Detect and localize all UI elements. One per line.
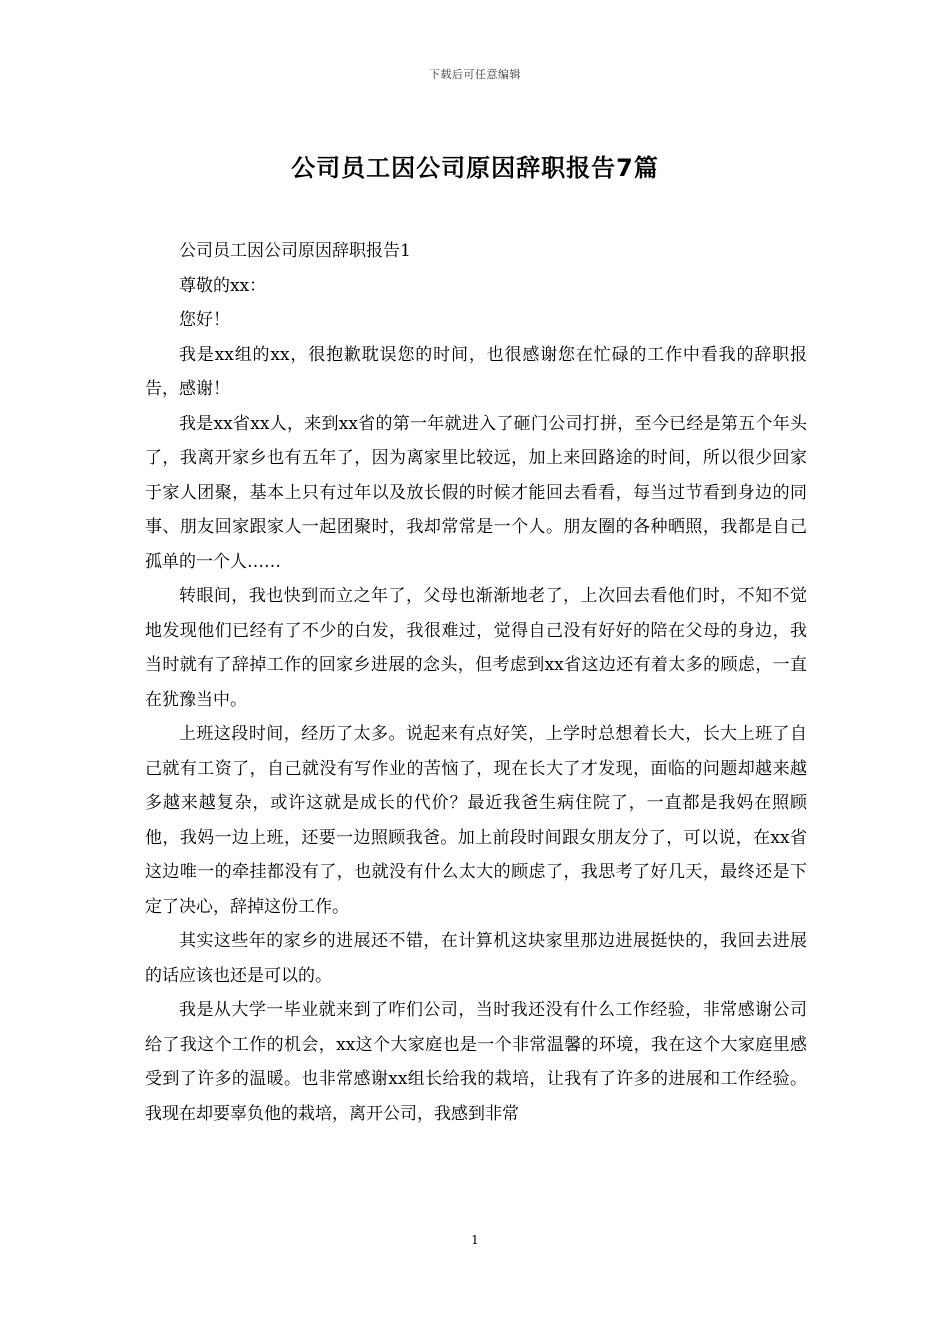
paragraph: 我是xx组的xx，很抱歉耽误您的时间，也很感谢您在忙碌的工作中看我的辞职报告，感谢！ [145,344,807,399]
header-note: 下载后可任意编辑 [429,68,521,81]
paragraph: 我是从大学一毕业就来到了咋们公司，当时我还没有什么工作经验，非常感谢公司给了我这个工作的机会，xx这个大家庭也是一个非常温馨的环境，我在这个大家庭里感受到了许多的温暖。也非常感谢xx组长给我的栽培，让我有了许多的进展和工作经验。我现在却要辜负他的栽培，离开公司，我感到非常 [145,1000,807,1124]
document-title: 公司员工因公司原因辞职报告7篇 [291,154,659,182]
page-number: 1 [471,1233,479,1247]
paragraph: 您好！ [179,310,230,330]
paragraph: 我是xx省xx人，来到xx省的第一年就进入了砸门公司打拼，至今已经是第五个年头了，我离开家乡也有五年了，因为离家里比较远，加上来回路途的时间，所以很少回家于家人团聚，基本上只有过年以及放长假的时候才能回去看看，每当过节看到身边的同事、朋友回家跟家人一起团聚时，我却常常是一个人。朋友圈的各种晒照，我都是自己孤单的一个人…… [145,413,807,572]
paragraph: 尊敬的xx： [179,275,267,296]
paragraph: 转眼间，我也快到而立之年了，父母也渐渐地老了，上次回去看他们时，不知不觉地发现他们已经有了不少的白发，我很难过，觉得自己没有好好的陪在父母的身边，我当时就有了辞掉工作的回家乡进展的念头，但考虑到xx省这边还有着太多的顾虑，一直在犹豫当中。 [145,586,807,710]
document-body [145,234,807,1131]
paragraph: 其实这些年的家乡的进展还不错，在计算机这块家里那边进展挺快的，我回去进展的话应该也还是可以的。 [145,931,807,986]
paragraph: 上班这段时间，经历了太多。说起来有点好笑，上学时总想着长大，长大上班了自己就有工资了，自己就没有写作业的苦恼了，现在长大了才发现，面临的问题却越来越多越来越复杂，或许这就是成长的代价？最近我爸生病住院了，一直都是我妈在照顾他，我妈一边上班，还要一边照顾我爸。加上前段时间跟女朋友分了，可以说，在xx省这边唯一的牵挂都没有了，也就没有什么太大的顾虑了，我思考了好几天，最终还是下定了决心，辞掉这份工作。 [145,724,807,917]
paragraph: 公司员工因公司原因辞职报告1 [179,241,411,261]
